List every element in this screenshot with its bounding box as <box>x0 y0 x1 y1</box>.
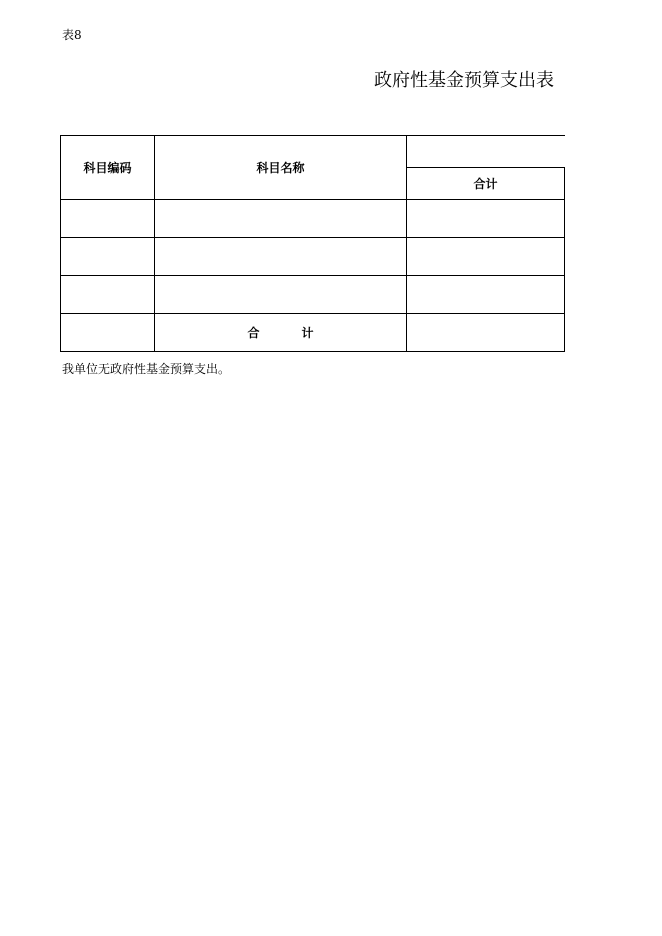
budget-table <box>60 135 565 352</box>
table-row-1-total <box>407 200 564 237</box>
footnote: 我单位无政府性基金预算支出。 <box>62 362 231 376</box>
table-row-3-name <box>155 276 406 313</box>
header-code: 科目编码 <box>83 161 132 175</box>
total-row-label <box>155 314 406 351</box>
table-bottom-border <box>60 351 565 352</box>
table-row-2-code <box>61 238 154 275</box>
table-row-3-total <box>407 276 564 313</box>
table-row-2-total <box>407 238 564 275</box>
page-title: 政府性基金预算支出表 <box>374 70 554 91</box>
header-total: 合计 <box>473 177 498 191</box>
header-name: 科目名称 <box>256 161 305 175</box>
table-right-border <box>564 167 565 352</box>
total-label-part1: 合 <box>247 326 260 340</box>
table-row-1-code <box>61 200 154 237</box>
table-row-1-name <box>155 200 406 237</box>
table-row-2-name <box>155 238 406 275</box>
total-row-code <box>61 314 154 351</box>
table-row-3-code <box>61 276 154 313</box>
table-number: 表8 <box>62 28 82 42</box>
total-row-value <box>407 314 564 351</box>
total-label-part2: 计 <box>301 326 314 340</box>
